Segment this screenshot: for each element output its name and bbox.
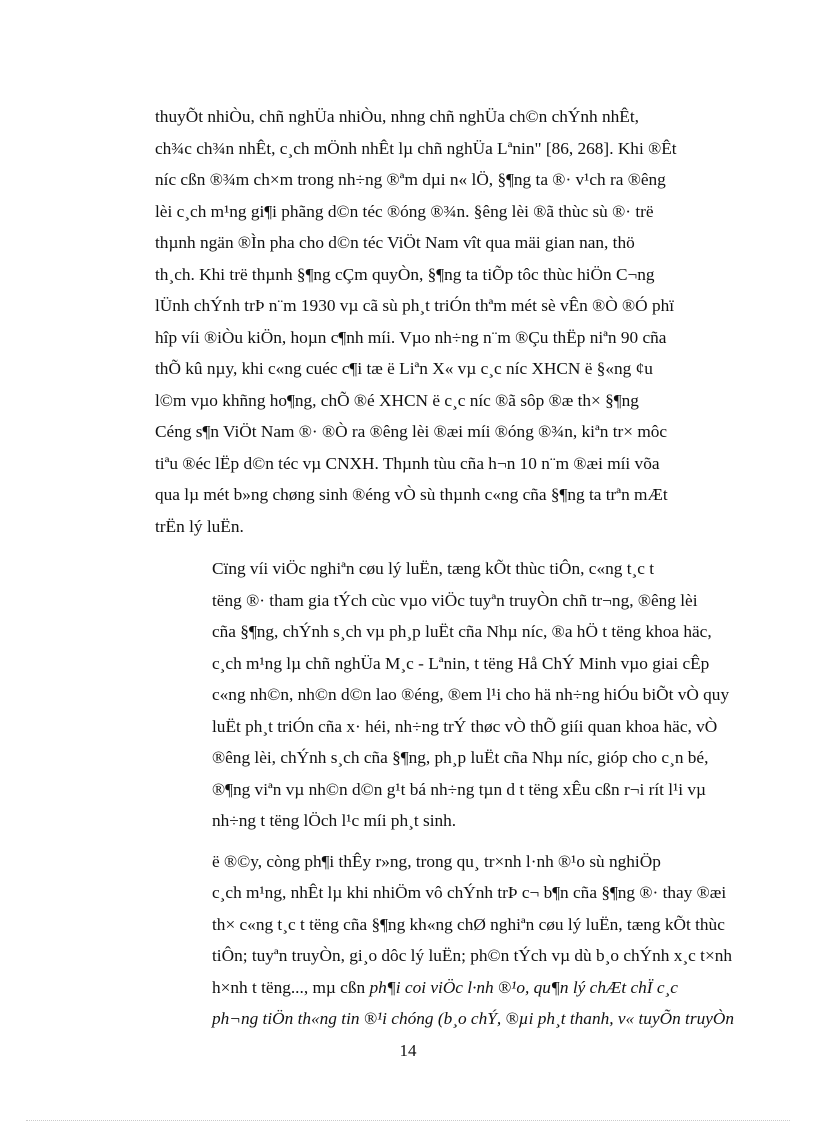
text-line: thµnh ngän ®Ìn pha cho d©n téc ViÖt Nam vît qua mäi gian nan, thö	[155, 233, 635, 252]
text-line: th× c«ng t¸c t tëng cña §¶ng kh«ng chØ nghiªn cøu lý luËn, tæng kÕt thùc	[212, 914, 725, 934]
text-line: hîp víi ®iÒu kiÖn, hoµn c¶nh míi. Vµo nh÷ng n¨m ®Çu thËp niªn 90 cña	[155, 327, 667, 347]
text-line: Cïng víi viÖc nghiªn cøu lý luËn, tæng kÕt thùc tiÔn, c«ng t¸c t	[212, 559, 655, 578]
text-line: nh÷ng t tëng lÖch l¹c míi ph¸t sinh.	[212, 811, 457, 830]
italic-text-run: ph¶i coi viÖc l·nh ®¹o, qu¶n lý chÆt chÏ c¸c	[369, 977, 678, 997]
text-line: tiªu ®éc lËp d©n téc vµ CNXH. Thµnh tùu cña h¬n 10 n¨m ®æi míi võa	[155, 453, 660, 473]
text-line: l©m vµo khñng ho¶ng, chÕ ®é XHCN ë c¸c níc ®ã sôp ®æ th× §¶ng	[155, 390, 639, 410]
paragraph-3	[155, 846, 740, 1035]
text-line: tëng ®· tham gia tÝch cùc vµo viÖc tuyªn truyÒn chñ tr¬ng, ®êng lèi	[212, 590, 698, 610]
paragraph-1	[155, 101, 740, 542]
text-line: thuyÕt nhiÒu, chñ nghÜa nhiÒu, nhng chñ nghÜa ch©n chÝnh nhÊt,	[155, 107, 639, 126]
page-number: 14	[399, 1041, 417, 1060]
footer-divider	[26, 1120, 790, 1121]
text-line: ë ®©y, còng ph¶i thÊy r»ng, trong qu¸ tr×nh l·nh ®¹o sù nghiÖp	[212, 851, 661, 871]
body-text	[155, 101, 740, 1044]
text-line: lèi c¸ch m¹ng gi¶i phãng d©n téc ®óng ®¾n. §êng lèi ®ã thùc sù ®· trë	[155, 201, 654, 221]
text-line: tiÔn; tuyªn truyÒn, gi¸o dôc lý luËn; ph©n tÝch vµ dù b¸o chÝnh x¸c t×nh	[212, 946, 732, 965]
text-line-mixed	[155, 972, 740, 1004]
text-line: qua lµ mét b»ng chøng sinh ®éng vÒ sù thµnh c«ng cña §¶ng ta trªn mÆt	[155, 485, 668, 504]
text-line: c«ng nh©n, nh©n d©n lao ®éng, ®em l¹i cho hä nh÷ng hiÓu biÕt vÒ quy	[212, 685, 730, 704]
text-line: ®êng lèi, chÝnh s¸ch cña §¶ng, ph¸p luËt cña Nhµ níc, gióp cho c¸n bé,	[212, 748, 709, 767]
text-line: níc cßn ®¾m ch×m trong nh÷ng ®ªm dµi n« lÖ, §¶ng ta ®· v¹ch ra ®êng	[155, 170, 666, 189]
text-line: lÜnh chÝnh trÞ n¨m 1930 vµ cã sù ph¸t triÓn thªm mét sè vÊn ®Ò ®Ó phï	[155, 296, 675, 315]
text-line: Céng s¶n ViÖt Nam ®· ®Ò ra ®êng lèi ®æi míi ®óng ®¾n, kiªn tr× môc	[155, 422, 668, 441]
text-line: ®¶ng viªn vµ nh©n d©n g¹t bá nh÷ng tµn d t tëng xÊu cßn r¬i rít l¹i vµ	[212, 779, 707, 799]
text-line: luËt ph¸t triÓn cña x· héi, nh÷ng trÝ thøc vÒ thÕ giíi quan khoa häc, vÒ	[212, 716, 718, 736]
text-line: c¸ch m¹ng, nhÊt lµ khi nhiÖm vô chÝnh trÞ c¬ b¶n cña §¶ng ®· thay ®æi	[212, 883, 727, 902]
text-line: thÕ kû nµy, khi c«ng cuéc c¶i tæ ë Liªn X« vµ c¸c níc XHCN ë §«ng ¢u	[155, 359, 653, 378]
italic-text-line: ph¬ng tiÖn th«ng tin ®¹i chóng (b¸o chÝ, ®µi ph¸t thanh, v« tuyÕn truyÒn	[212, 1009, 735, 1028]
text-line: th¸ch. Khi trë thµnh §¶ng cÇm quyÒn, §¶ng ta tiÕp tôc thùc hiÖn C¬ng	[155, 264, 655, 284]
text-line: c¸ch m¹ng lµ chñ nghÜa M¸c - Lªnin, t tëng Hå ChÝ Minh vµo giai cÊp	[212, 653, 710, 673]
paragraph-2	[155, 553, 740, 837]
text-run: h×nh t tëng..., mµ cßn	[212, 977, 366, 997]
text-line: cña §¶ng, chÝnh s¸ch vµ ph¸p luËt cña Nhµ níc, ®a hÖ t tëng khoa häc,	[212, 622, 712, 641]
text-line: trËn lý luËn.	[155, 516, 244, 536]
text-line: ch¾c ch¾n nhÊt, c¸ch mÖnh nhÊt lµ chñ nghÜa Lªnin" [86, 268]. Khi ®Êt	[155, 138, 677, 158]
